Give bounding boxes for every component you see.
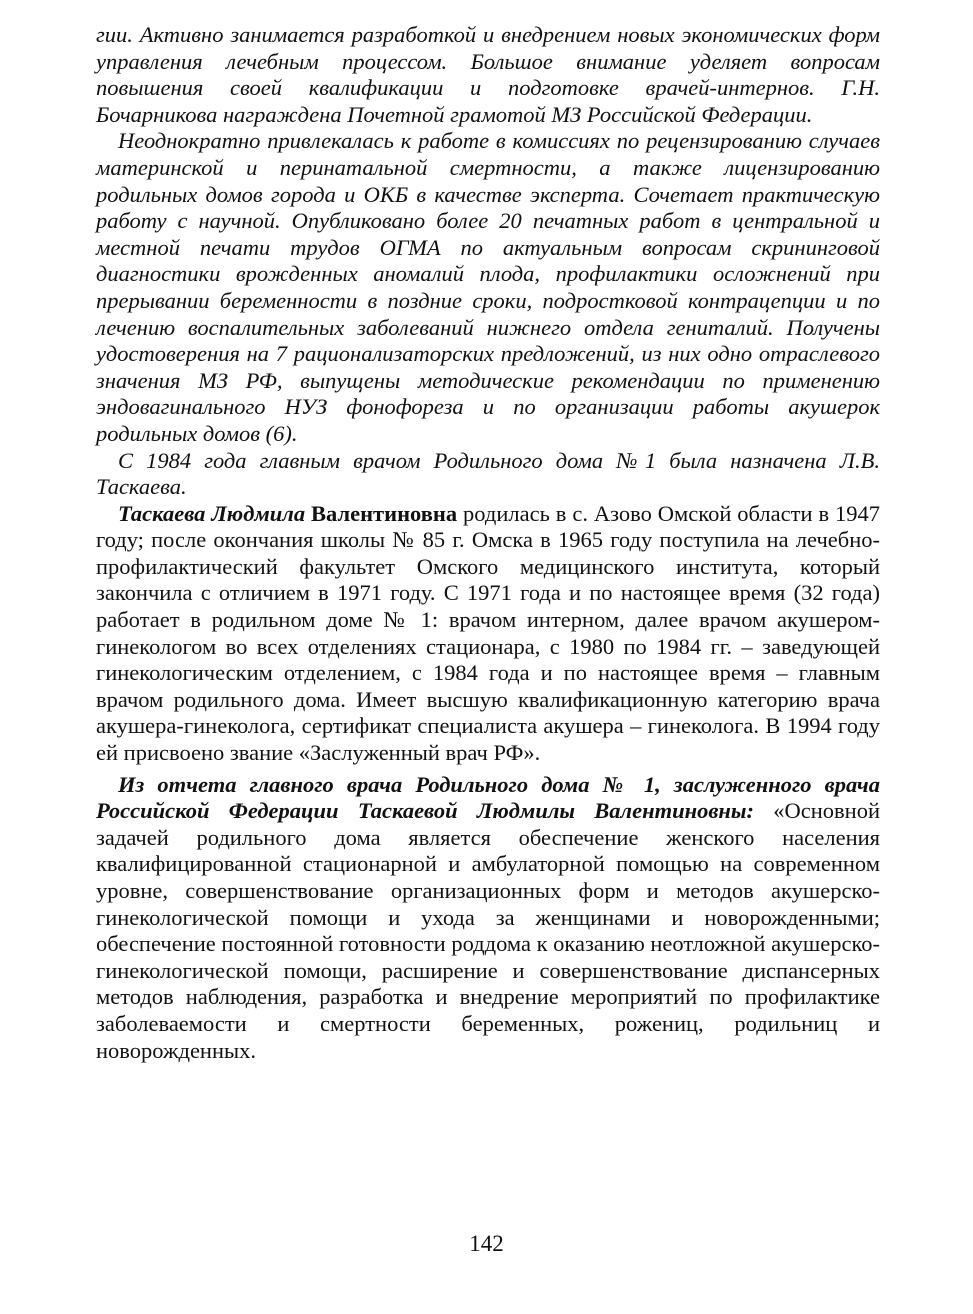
person-name-italic: Таскаева Людмила — [118, 500, 306, 526]
page-body — [96, 22, 880, 1064]
paragraph-3: С 1984 года главным врачом Родильного дома №1 была назначена Л.В. Таскаева. — [96, 447, 880, 500]
paragraph-5 — [96, 772, 880, 1065]
person-patronymic-bold: Валентиновна — [311, 500, 458, 526]
paragraph-2: Неоднократно привлекалась к работе в комиссиях по рецензированию случаев материнской и перинатальной смертности, а также лицензированию родильных домов города и ОКБ в качестве эксперта. Сочетает практическую работу с научной. Опубликовано более 20 печатных работ в центральной и местной печати трудов ОГМА по актуальным вопросам скрининговой диагностики врожденных аномалий плода, профилактики осложнений при прерывании беременности в поздние сроки, подростковой контрацепции и по лечению воспалительных заболеваний нижнего отдела гениталий. Получены удостоверения на 7 рационализаторских предложений, из них одно отраслевого значения МЗ РФ, выпущены методические рекомендации по применению эндовагинального НУЗ фонофореза и по организации работы акушерок родильных домов (6). — [96, 128, 880, 446]
paragraph-5-text: «Основной задачей родильного дома является обеспечение женского населения квалифицированной стационарной и амбулаторной помощью на современном уровне, совершенствование организационных форм и методов акушерско-гинекологической помощи и ухода за женщинами и новорожденными; обеспечение постоянной готовности роддома к оказанию неотложной акушерско-гинекологической помощи, расширение и совершенствование диспансерных методов наблюдения, разработка и внедрение мероприятий по профилактике заболеваемости и смертности беременных, рожениц, родильниц и новорожденных. — [96, 798, 880, 1063]
report-lead-in: Из отчета главного врача Родильного дома № 1, заслуженного врача Российской Федерации Таскаевой Людмилы Валентиновны: — [96, 771, 880, 824]
paragraph-4 — [96, 501, 880, 767]
paragraph-1: гии. Активно занимается разработкой и внедрением новых экономических форм управления лечебным процессом. Большое внимание уделяет вопросам повышения своей квалификации и подготовке врачей-интернов. Г.Н. Бочарникова награждена Почетной грамотой МЗ Российской Федерации. — [96, 22, 880, 127]
page-number: 142 — [469, 1231, 504, 1256]
paragraph-4-text: родилась в с. Азово Омской области в 1947 году; после окончания школы № 85 г. Омска в 1965 году поступила на лечебно-профилактический факультет Омского медицинского института, который закончила с отличием в 1971 году. С 1971 года и по настоящее время (32 года) работает в родильном доме № 1: врачом интерном, далее врачом акушером-гинекологом во всех отделениях стационара, с 1980 по 1984 гг. – заведующей гинекологическим отделением, с 1984 года и по настоящее время – главным врачом родильного дома. Имеет высшую квалификационную категорию врача акушера-гинеколога, сертификат специалиста акушера – гинеколога. В 1994 году ей присвоено звание «Заслуженный врач РФ». — [96, 500, 880, 766]
